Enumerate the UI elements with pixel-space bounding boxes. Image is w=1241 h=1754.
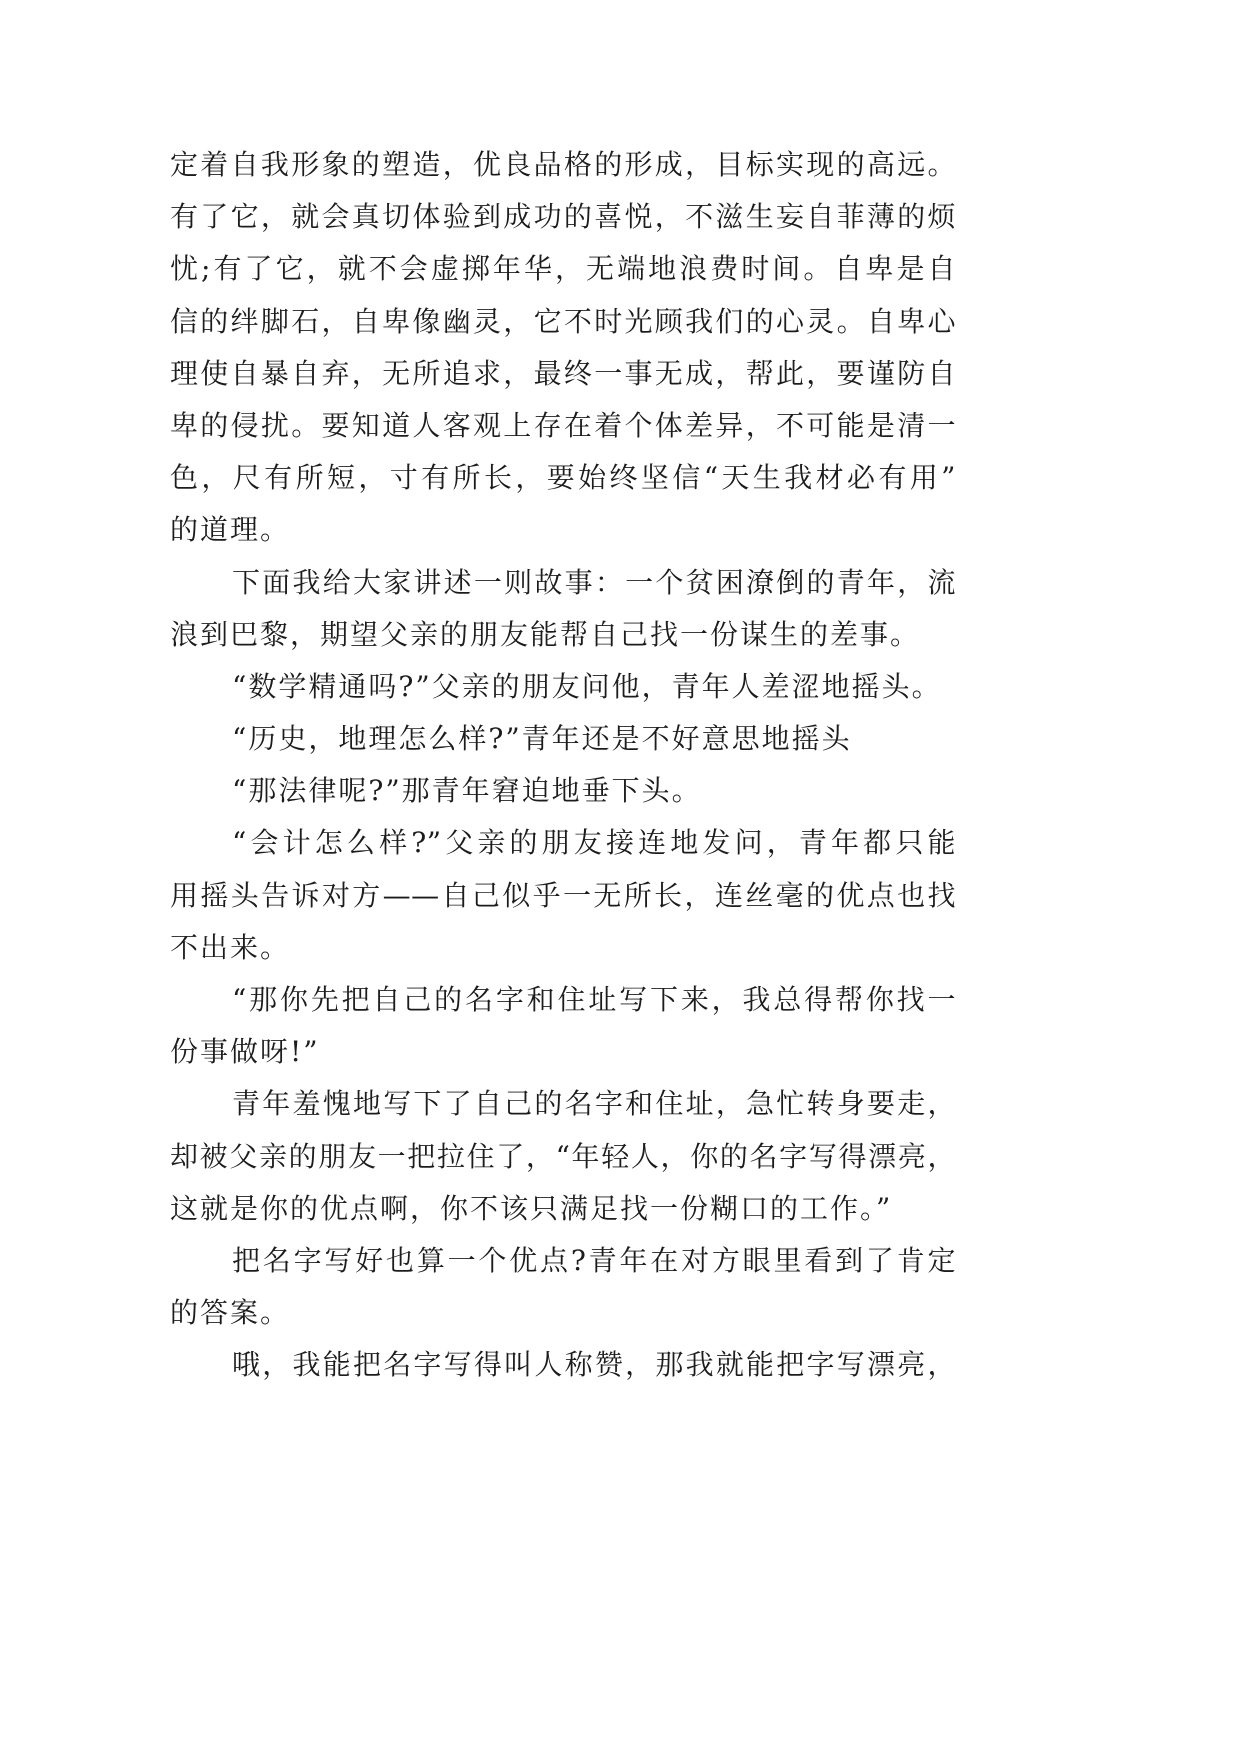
paragraph [170,557,956,661]
text-line: 下面我给大家讲述一则故事：一个贫困潦倒的青年，流 [232,565,956,599]
text-line: 的道理。 [170,513,291,547]
text-line: “那你先把自己的名字和住址写下来，我总得帮你找一 [232,983,956,1016]
text-line: 忧;有了它，就不会虚掷年华，无端地浪费时间。自卑是自 [170,252,956,286]
paragraph [170,1235,956,1339]
paragraph [170,713,956,765]
text-line: 定着自我形象的塑造，优良品格的形成，目标实现的高远。 [170,148,956,181]
text-line: 浪到巴黎，期望父亲的朋友能帮自己找一份谋生的差事。 [170,617,921,651]
paragraph [170,1078,956,1235]
text-line: 哦，我能把名字写得叫人称赞，那我就能把字写漂亮， [232,1348,956,1382]
text-line: 信的绊脚石，自卑像幽灵，它不时光顾我们的心灵。自卑心 [170,304,956,338]
text-line: 有了它，就会真切体验到成功的喜悦，不滋生妄自菲薄的烦 [170,200,956,234]
text-line: “会计怎么样?”父亲的朋友接连地发问，青年都只能 [232,826,956,860]
text-line: 青年羞愧地写下了自己的名字和住址，急忙转身要走， [232,1087,956,1121]
paragraph [170,817,956,974]
text-line: “历史，地理怎么样?”青年还是不好意思地摇头 [232,722,852,756]
text-line: 份事做呀!” [170,1035,320,1069]
text-line: 色，尺有所短，寸有所长，要始终坚信“天生我材必有用” [170,461,956,495]
text-line: “那法律呢?”那青年窘迫地垂下头。 [232,774,702,808]
body-text [170,139,956,1392]
text-line: 卑的侵扰。要知道人客观上存在着个体差异，不可能是清一 [170,408,956,442]
text-line: “数学精通吗?”父亲的朋友问他，青年人差涩地摇头。 [232,669,942,703]
paragraph [170,1339,956,1391]
text-line: 用摇头告诉对方——自己似乎一无所长，连丝毫的优点也找 [170,878,956,912]
paragraph [170,765,956,817]
text-line: 把名字写好也算一个优点?青年在对方眼里看到了肯定 [232,1243,956,1277]
paragraph [170,661,956,713]
text-line: 这就是你的优点啊，你不该只满足找一份糊口的工作。” [170,1191,893,1225]
text-line: 的答案。 [170,1296,291,1330]
text-line: 不出来。 [170,930,291,964]
text-line: 理使自暴自弃，无所追求，最终一事无成，帮此，要谨防自 [170,356,956,390]
paragraph [170,139,956,557]
text-line: 却被父亲的朋友一把拉住了，“年轻人，你的名字写得漂亮， [170,1139,956,1173]
paragraph [170,974,956,1078]
